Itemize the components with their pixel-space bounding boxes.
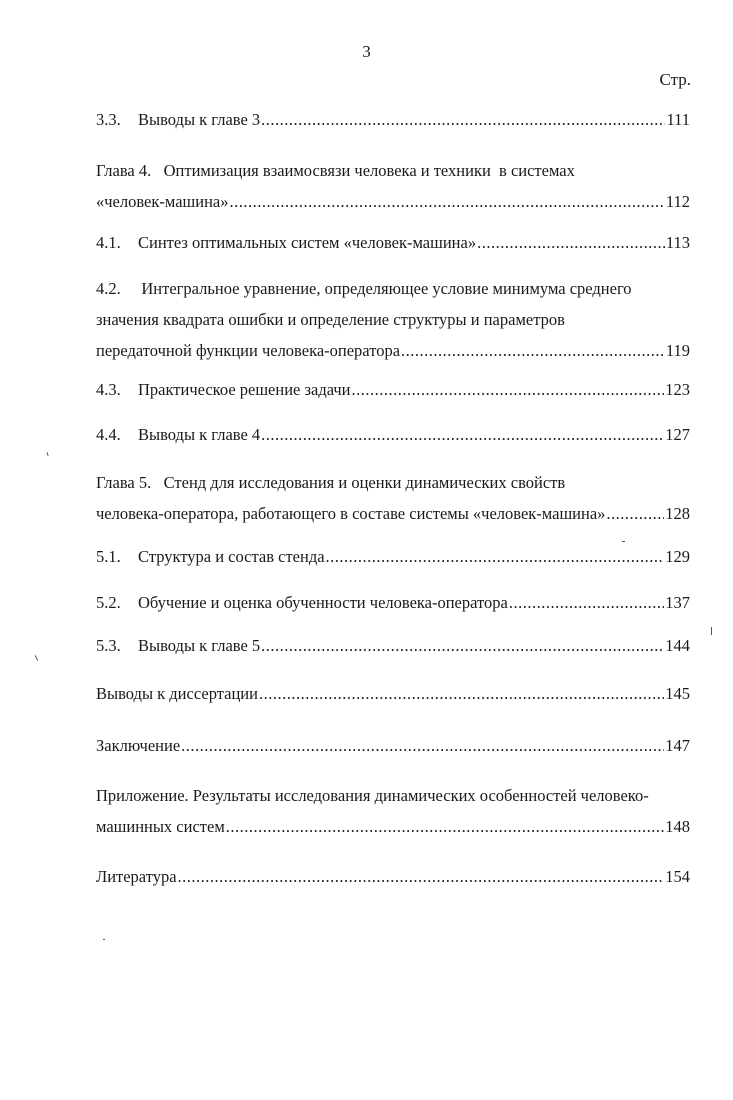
toc-entry-page: 113 (665, 233, 690, 252)
toc-entry-3-3[interactable] (96, 104, 690, 135)
dot-leader (261, 419, 664, 450)
toc-entry-title: Практическое решение задачи (138, 380, 351, 399)
toc-entry-title: Выводы к главе 5 (138, 636, 261, 655)
dot-leader (401, 335, 665, 366)
toc-entry-number: 4.1. (96, 233, 121, 252)
dot-leader (352, 374, 665, 405)
toc-entry-title: Заключение (96, 736, 181, 755)
toc-entry-title: Выводы к главе 3 (138, 110, 261, 129)
toc-entry-references[interactable] (96, 861, 690, 892)
toc-entry-title: «человек-машина» (96, 192, 229, 211)
toc-entry-5-2[interactable] (96, 587, 690, 618)
toc-entry-page: 148 (665, 817, 690, 836)
toc-entry-page: 119 (665, 341, 690, 360)
toc-entry-page: 128 (665, 504, 690, 523)
toc-entry-title: Структура и состав стенда (138, 547, 325, 566)
toc-entry-title: Синтез оптимальных систем «человек-машина» (138, 233, 477, 252)
toc-entry-summary[interactable] (96, 730, 690, 761)
toc-entry-page: 137 (665, 593, 690, 612)
dot-leader (229, 186, 664, 217)
dot-leader (181, 730, 664, 761)
scan-speck (622, 541, 625, 542)
toc-entry-title-line: Глава 4. Оптимизация взаимосвязи человека и техники в системах (96, 161, 575, 180)
toc-entry-title-line: Глава 5. Стенд для исследования и оценки динамических свойств (96, 473, 566, 492)
dot-leader (477, 227, 665, 258)
toc-entry-number: 4.3. (96, 380, 121, 399)
dot-leader (226, 811, 664, 842)
toc-entry-5-3[interactable] (96, 630, 690, 661)
toc-entry-page: 127 (665, 425, 690, 444)
toc-entry-page: 145 (665, 684, 690, 703)
scan-speck (46, 452, 48, 456)
toc-entry-number: 5.2. (96, 593, 121, 612)
toc-entry-chapter-4[interactable] (96, 155, 690, 217)
toc-entry-title-line: Приложение. Результаты исследования динамических особенностей человеко- (96, 786, 649, 805)
toc-entry-page: 112 (665, 192, 690, 211)
toc-entry-title: Обучение и оценка обученности человека-оператора (138, 593, 508, 612)
toc-entry-page: 147 (665, 736, 690, 755)
toc-entry-4-3[interactable] (96, 374, 690, 405)
toc-entry-title-line: 4.2. Интегральное уравнение, определяющее условие минимума среднего (96, 279, 632, 298)
toc-entry-4-1[interactable] (96, 227, 690, 258)
toc-entry-number: 3.3. (96, 110, 121, 129)
toc-entry-title: машинных систем (96, 817, 225, 836)
toc-entry-number: 4.4. (96, 425, 121, 444)
toc-entry-number: 5.1. (96, 547, 121, 566)
dot-leader (606, 498, 664, 529)
toc-entry-conclusions[interactable] (96, 678, 690, 709)
toc-entry-page: 154 (665, 867, 690, 886)
dot-leader (259, 678, 664, 709)
toc-entry-4-2[interactable] (96, 273, 690, 366)
toc-entry-appendix[interactable] (96, 780, 690, 842)
dot-leader (178, 861, 665, 892)
toc-entry-5-1[interactable] (96, 541, 690, 572)
toc-entry-page: 129 (665, 547, 690, 566)
toc-entry-4-4[interactable] (96, 419, 690, 450)
page-column-label: Стр. (659, 70, 691, 89)
toc-entry-title: Выводы к главе 4 (138, 425, 261, 444)
dot-leader (261, 104, 665, 135)
dot-leader (261, 630, 664, 661)
toc-entry-title: Литература (96, 867, 177, 886)
toc-entry-number: 5.3. (96, 636, 121, 655)
dot-leader (326, 541, 665, 572)
toc-entry-title-line: значения квадрата ошибки и определение структуры и параметров (96, 310, 565, 329)
toc-entry-title: Выводы к диссертации (96, 684, 258, 703)
toc-entry-title: передаточной функции человека-оператора (96, 341, 401, 360)
scan-speck (35, 655, 38, 661)
toc-entry-page: 144 (665, 636, 690, 655)
toc-entry-title: человека-оператора, работающего в составе системы «человек-машина» (96, 504, 606, 523)
page-number: 3 (362, 42, 371, 61)
toc-entry-page: 123 (665, 380, 690, 399)
scan-speck (103, 939, 105, 940)
dot-leader (509, 587, 664, 618)
toc-entry-page: 111 (666, 110, 690, 129)
scan-speck (711, 627, 712, 635)
toc-entry-chapter-5[interactable] (96, 467, 690, 529)
